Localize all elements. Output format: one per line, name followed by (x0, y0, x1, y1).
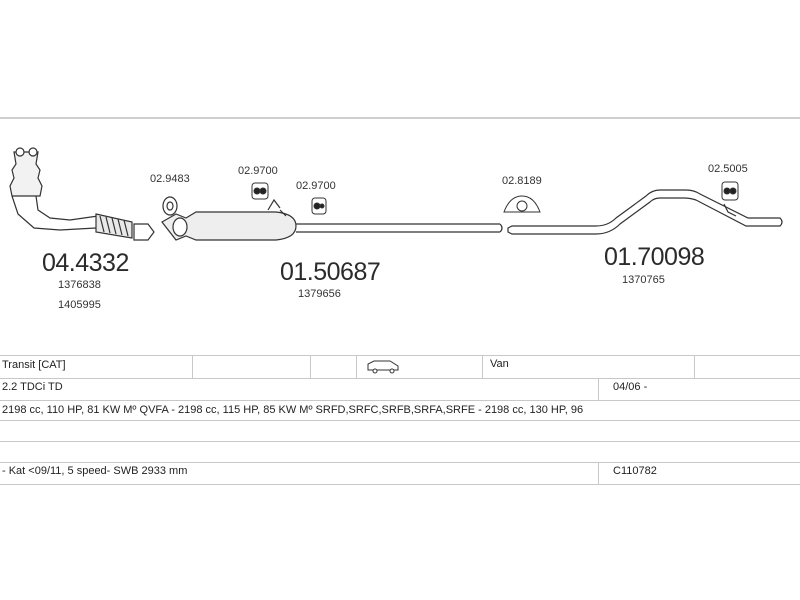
engine-cell: 2.2 TDCi TD (2, 381, 63, 393)
table-divider (0, 484, 800, 485)
table-col-divider (192, 355, 193, 378)
part-clamp-label: 02.9483 (150, 173, 190, 185)
mid-silencer-code: 01.50687 (280, 258, 381, 286)
table-col-divider (694, 355, 695, 378)
table-col-divider (310, 355, 311, 378)
table-col-divider (598, 378, 599, 400)
part-hanger-label: 02.8189 (502, 175, 542, 187)
body-type-cell: Van (490, 358, 509, 370)
front-pipe-drawing (10, 148, 154, 240)
mid-silencer-drawing (162, 200, 502, 240)
rear-pipe-drawing (508, 190, 782, 234)
date-cell: 04/06 - (613, 381, 648, 393)
table-divider (0, 420, 800, 421)
part-hanger-label: 02.9700 (296, 180, 336, 192)
part-hanger-label: 02.5005 (708, 163, 748, 175)
table-col-divider (598, 462, 599, 484)
table-divider (0, 441, 800, 442)
table-divider (0, 355, 800, 356)
front-pipe-ref: 1376838 (58, 279, 101, 291)
model-cell: Transit [CAT] (2, 359, 66, 371)
table-divider (0, 378, 800, 379)
table-divider (0, 400, 800, 401)
front-pipe-code: 04.4332 (42, 249, 129, 277)
rear-pipe-ref: 1370765 (622, 274, 665, 286)
clamp-drawing (163, 197, 177, 215)
notes-cell: - Kat <09/11, 5 speed- SWB 2933 mm (2, 465, 188, 477)
rear-pipe-code: 01.70098 (604, 243, 705, 271)
catalog-number-cell: C110782 (613, 465, 657, 477)
van-icon (366, 359, 400, 374)
table-divider (0, 462, 800, 463)
spec-cell: 2198 cc, 110 HP, 81 KW Mº QVFA - 2198 cc, 115 HP, 85 KW Mº SRFD,SRFC,SRFB,SRFA,SRFE - 2198 cc, 130 HP, 96 (2, 404, 584, 416)
table-col-divider (356, 355, 357, 378)
table-col-divider (482, 355, 483, 378)
front-pipe-ref: 1405995 (58, 299, 101, 311)
part-hanger-label: 02.9700 (238, 165, 278, 177)
mid-silencer-ref: 1379656 (298, 288, 341, 300)
